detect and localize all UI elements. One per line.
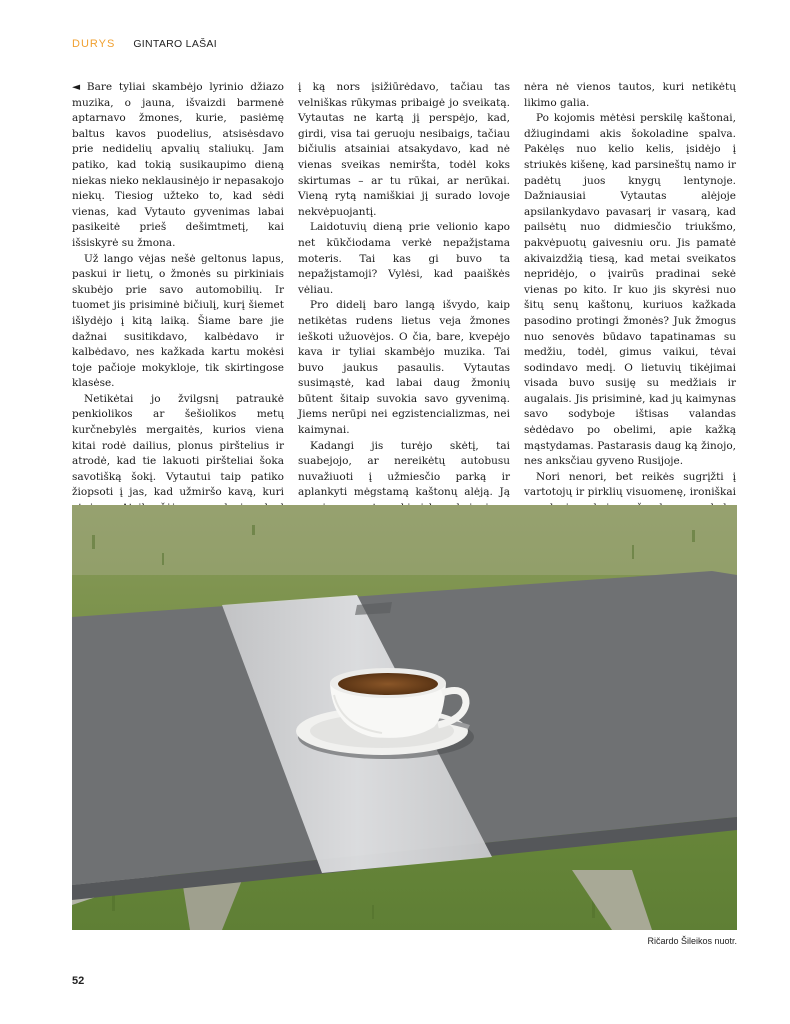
- tea: [338, 673, 438, 695]
- paragraph: į ką nors įsižiūrėdavo, tačiau tas velniškas rūkymas pribaigė jo sveikatą. Vytautas ne kartą jį perspėjo, kad, girdi, visa tai geruoju nesibaigs, tačiau bičiulis atsainiai atsakydavo, kad nė vienas sveikas nemiršta, todėl koks skirtumas – ar tu rūkai, ar nerūkai. Vieną rytą namiškiai jį surado lovoje nekvėpuojantį.: [298, 81, 510, 218]
- paragraph: Po kojomis mėtėsi perskilę kaštonai, džiugindami akis šokoladine spalva. Pakėlęs nuo kelio kelis, įsidėjo į striukės kišenę, kad parsineštų namo ir padėtų juos knygų lentynoje. Dažniausiai Vytautas alėjoje apsilankydavo pavasarį ir vasarą, kad pailsėtų nuo didmiesčio triukšmo, pakvėpuotų gaivesniu oru. Jis pamatė akivaizdžią tiesą, kad metai sveikatos nepridėjo, o įvairūs pradinai sekė vienas po kito. Ir kuo jis skyrėsi nuo šitų senų kaštonų, kuriuos kažkada pasodino protingi žmonės? Juk žmogus nuo senovės būdavo tapatinamas su medžiu, todėl, gimus vaikui, tėvai sodindavo medį. O lietuvių tikėjimai visada buvo susiję su medžiais ir augalais. Jis prisiminė, kad jų kaimynas savo sodyboje ištisas valandas sėdėdavo po obelimi, apie kažką mąstydamas. Pastarasis daug ką žinojo, nes anksčiau gyveno Rusijoje.: [524, 112, 736, 468]
- paragraph: Laidotuvių dieną prie velionio kapo net kūkčiodama verkė nepažįstama moteris. Tai kas gi buvo ta nepažįstamoji? Vylėsi, kad paaiškės vėliau.: [298, 221, 510, 296]
- paragraph: Nori nenori, bet reikės sugrįžti į vartotojų ir pirklių visuomenę, ironiškai: [524, 470, 736, 499]
- text-column-3: [524, 80, 736, 563]
- paragraph: Už lango vėjas nešė geltonus lapus, paskui ir lietų, o žmonės su pirkiniais skubėjo prie savo automobilių. Ir tuomet jis prisiminė bičiulį, kurį šiemet išlydėjo į kitą laiką. Šiame bare jie dažnai susitikdavo, kalbėdavo ir kalbėdavo, nes kažkada kartu mokėsi toje pačioje mokykloje, tik skirtingose klasėse.: [72, 252, 284, 390]
- rubric-title: GINTARO LAŠAI: [133, 38, 217, 50]
- paragraph: Pro didelį baro langą išvydo, kaip netikėtas rudens lietus veja žmones ieškoti užuovėjos. O čia, bare, kvepėjo kava ir tyliai skambėjo muzika. Tai buvo jaukus pasaulis. Vytautas susimąstė, kad labai daug žmonių būtent šitaip suvokia savo gyvenimą. Jiems nerūpi nei egzistencializmas, nei kaimynai.: [298, 299, 510, 437]
- page-number: 52: [72, 975, 85, 987]
- running-header: [72, 38, 217, 54]
- section-name: DURYS: [72, 38, 116, 50]
- paragraph: Netikėtai jo žvilgsnį patraukė penkiolikos ar šešiolikos metų kurčnebylės mergaitės, kurios viena kitai rodė dailius, plonus pirštelius ir atrodė, kad tie lakuoti piršteliai šoka savotišką šokį. Vytautui taip patiko žiopsoti į jas, kad užmiršo kavą, kuri: [72, 392, 284, 499]
- paragraph: Kadangi jis turėjo skėtį, tai suabejojo, ar nereikėtų autobusu nuvažiuoti į užmiesčio parką ir aplankyti mėgstamą kaštonų alėją. Ją: [298, 439, 510, 499]
- photo-credit: Ričardo Šileikos nuotr.: [647, 936, 737, 946]
- paragraph: ◄ Bare tyliai skambėjo lyrinio džiazo muzika, o jauna, išvaizdi barmenė aptarnavo žmones, kurie, pasiėmę baltus kavos puodelius, atsisėsdavo prie nedidelių apvalių staliukų. Jam patiko, kad tokią susikaupimo dieną niekas nieko neklausinėjo ir nepasakojo niekų. Tiesiog užteko to, kad sėdi vienas, kad Vytauto gyvenimas labai pasikeitė prieš dešimtmetį, kai išsiskyrė su žmona.: [72, 81, 284, 249]
- cup-on-table-photo: [72, 505, 737, 930]
- paragraph: nėra nė vienos tautos, kuri netikėtų likimo galia.: [524, 81, 736, 109]
